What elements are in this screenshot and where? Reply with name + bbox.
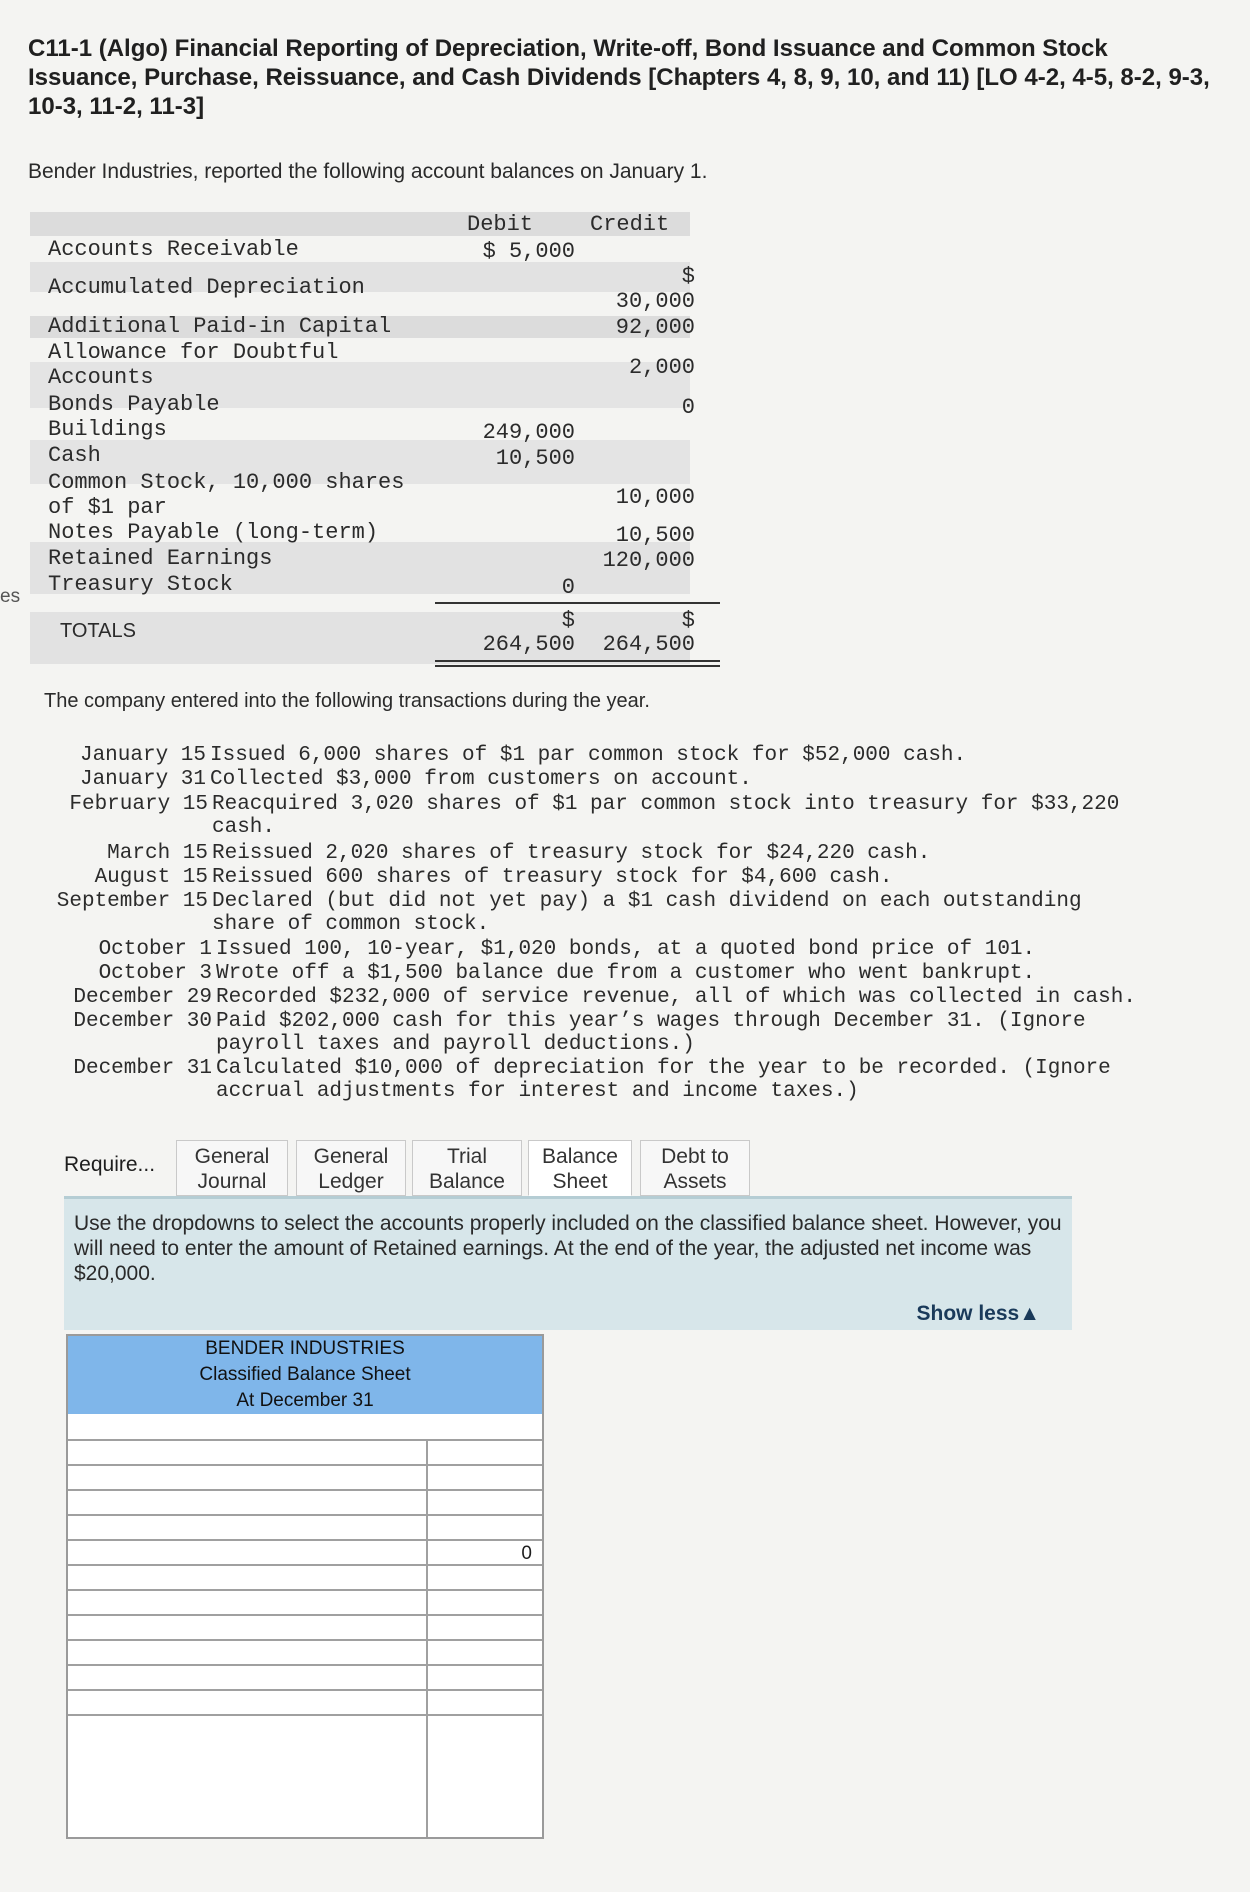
required-tab[interactable]: Require...	[64, 1153, 156, 1176]
tab-label: Journal	[197, 1170, 267, 1193]
form-row[interactable]	[68, 1666, 542, 1691]
tx-date: September 15	[56, 890, 208, 913]
account-dropdown[interactable]	[68, 1441, 428, 1464]
amount-credit: 0	[681, 395, 695, 420]
tx-text: Reacquired 3,020 shares of $1 par common stock into treasury for $33,220	[212, 793, 1120, 816]
double-rule	[435, 660, 720, 662]
tx-date: December 29	[73, 986, 212, 1009]
tab-label: Assets	[663, 1170, 727, 1193]
tx-date: January 31	[79, 768, 206, 791]
tx-text: Collected $3,000 from customers on account.	[210, 768, 752, 791]
tab-balance-sheet[interactable]	[528, 1140, 632, 1196]
account-dropdown[interactable]	[68, 1641, 428, 1664]
amount-credit: 10,000	[615, 485, 695, 510]
form-row[interactable]	[68, 1516, 542, 1541]
tab-label: Ledger	[318, 1170, 384, 1193]
tx-date: February 15	[69, 793, 208, 816]
amount-input[interactable]	[428, 1491, 542, 1514]
account-dropdown[interactable]	[68, 1616, 428, 1639]
amount-input[interactable]	[428, 1566, 542, 1589]
form-row[interactable]	[68, 1591, 542, 1616]
account-name: Accounts Receivable	[48, 237, 299, 262]
tab-trial-balance[interactable]	[412, 1140, 522, 1196]
total-debit: 264,500	[482, 632, 575, 657]
tx-text-cont: accrual adjustments for interest and income taxes.)	[216, 1080, 859, 1103]
statement-date: At December 31	[68, 1388, 542, 1414]
form-row[interactable]	[68, 1716, 542, 1837]
balance-sheet-form	[66, 1334, 544, 1839]
account-name: Cash	[48, 443, 101, 468]
amount-debit: 10,500	[495, 446, 575, 471]
intro-text: Bender Industries, reported the following account balances on January 1.	[28, 160, 708, 183]
trial-balance-table	[30, 212, 695, 667]
tx-date: October 3	[98, 962, 212, 985]
form-row[interactable]	[68, 1641, 542, 1666]
tx-text: Recorded $232,000 of service revenue, all of which was collected in cash.	[216, 986, 1136, 1009]
tx-date: December 30	[73, 1010, 212, 1033]
totals-label: TOTALS	[60, 620, 136, 642]
amount-debit: 249,000	[482, 420, 575, 445]
amount-debit: 0	[561, 575, 575, 600]
amount-credit: 120,000	[602, 548, 695, 573]
account-dropdown[interactable]	[68, 1591, 428, 1614]
tab-label: General	[313, 1145, 389, 1168]
form-row[interactable]	[68, 1541, 542, 1566]
amount-credit: 30,000	[615, 289, 695, 314]
tx-date: December 31	[73, 1057, 212, 1080]
amount-input[interactable]	[428, 1666, 542, 1689]
form-row[interactable]	[68, 1691, 542, 1716]
tx-text: Wrote off a $1,500 balance due from a customer who went bankrupt.	[216, 962, 1036, 985]
tab-label: Trial	[446, 1145, 488, 1168]
instructions-text: Use the dropdowns to select the accounts properly included on the classified balance sheet. However, you will need to enter the amount of Retained earnings. At the end of the year, the adjusted net income was $20,000.	[74, 1212, 1062, 1285]
account-dropdown[interactable]	[68, 1666, 428, 1689]
amount-input[interactable]	[428, 1691, 542, 1714]
tab-debt-to-assets[interactable]	[640, 1140, 750, 1196]
account-dropdown[interactable]	[68, 1541, 428, 1564]
dollar-sign: $	[561, 608, 575, 633]
account-name: Allowance for Doubtful	[48, 340, 339, 365]
tx-text: Reissued 600 shares of treasury stock for $4,600 cash.	[212, 866, 893, 889]
dollar-sign: $	[681, 608, 695, 633]
show-less-link[interactable]: Show less▲	[916, 1302, 1040, 1325]
account-name: Retained Earnings	[48, 546, 273, 571]
amount-input[interactable]	[428, 1591, 542, 1614]
tx-text: Issued 6,000 shares of $1 par common stock for $52,000 cash.	[210, 744, 967, 767]
amount-input[interactable]	[428, 1716, 542, 1837]
credit-header: Credit	[590, 212, 670, 237]
account-name: of $1 par	[48, 495, 167, 520]
form-row[interactable]	[68, 1466, 542, 1491]
tx-text: Paid $202,000 cash for this year’s wages through December 31. (Ignore	[216, 1010, 1086, 1033]
account-name: Accumulated Depreciation	[48, 275, 365, 300]
form-row[interactable]	[68, 1566, 542, 1591]
form-row[interactable]	[68, 1616, 542, 1641]
tab-label: Debt to	[661, 1145, 729, 1168]
statement-title: Classified Balance Sheet	[68, 1362, 542, 1388]
tx-date: October 1	[98, 938, 212, 961]
amount-credit: 2,000	[628, 355, 695, 380]
amount-input[interactable]	[428, 1616, 542, 1639]
cropped-edge-text: es	[0, 586, 21, 607]
transactions-intro: The company entered into the following transactions during the year.	[44, 690, 650, 712]
tx-text: Declared (but did not yet pay) a $1 cash dividend on each outstanding	[212, 890, 1082, 913]
tx-text: Issued 100, 10-year, $1,020 bonds, at a quoted bond price of 101.	[216, 938, 1036, 961]
account-name: Notes Payable (long-term)	[48, 520, 379, 545]
page-title: C11-1 (Algo) Financial Reporting of Depreciation, Write-off, Bond Issuance and Common Stock Issuance, Purchase, Reissuance, and Cash Dividends [Chapters 4, 8, 9, 10, and 11) [LO 4-2, 4-5, 8-2, 9-3, 10-3, 11-2, 11-3]	[28, 35, 1210, 120]
account-name: Common Stock, 10,000 shares	[48, 470, 405, 495]
tab-label: Balance	[542, 1145, 618, 1168]
tx-text-cont: share of common stock.	[212, 913, 490, 936]
amount-credit: 92,000	[615, 315, 695, 340]
amount-input[interactable]	[428, 1516, 542, 1539]
amount-input[interactable]	[428, 1466, 542, 1489]
account-dropdown[interactable]	[68, 1566, 428, 1589]
account-dropdown[interactable]	[68, 1716, 428, 1837]
instructions-panel	[64, 1196, 1072, 1330]
account-name: Additional Paid-in Capital	[48, 314, 392, 339]
amount-credit: 10,500	[615, 523, 695, 548]
form-row[interactable]	[68, 1416, 542, 1441]
tx-text-cont: payroll taxes and payroll deductions.)	[216, 1033, 695, 1056]
account-name: Bonds Payable	[48, 392, 220, 417]
tab-label: Sheet	[552, 1170, 608, 1193]
tx-text: Reissued 2,020 shares of treasury stock for $24,220 cash.	[212, 842, 931, 865]
company-name: BENDER INDUSTRIES	[68, 1336, 542, 1362]
form-row[interactable]	[68, 1491, 542, 1516]
amount-input[interactable]	[428, 1441, 542, 1464]
tab-general-journal[interactable]	[176, 1140, 288, 1196]
account-dropdown[interactable]	[68, 1466, 428, 1489]
account-name: Treasury Stock	[48, 572, 233, 597]
tx-text-cont: cash.	[212, 816, 276, 839]
double-rule	[435, 665, 720, 667]
form-row[interactable]	[68, 1441, 542, 1466]
tx-text: Calculated $10,000 of depreciation for the year to be recorded. (Ignore	[216, 1057, 1111, 1080]
tx-date: January 15	[79, 744, 206, 767]
account-name: Accounts	[48, 365, 154, 390]
total-credit: 264,500	[602, 632, 695, 657]
tx-date: March 15	[107, 842, 208, 865]
subtotal-rule	[435, 602, 720, 604]
amount-input[interactable]: 0	[521, 1543, 532, 1564]
account-name: Buildings	[48, 417, 167, 442]
amount-input[interactable]	[428, 1641, 542, 1664]
account-dropdown[interactable]	[68, 1491, 428, 1514]
tab-general-ledger[interactable]	[296, 1140, 406, 1196]
tab-label: General	[194, 1145, 270, 1168]
tab-label: Balance	[429, 1170, 505, 1193]
amount-debit: $ 5,000	[482, 239, 575, 264]
debit-header: Debit	[467, 212, 534, 237]
account-dropdown[interactable]	[68, 1691, 428, 1714]
tx-date: August 15	[94, 866, 208, 889]
dollar-sign: $	[681, 264, 695, 289]
account-dropdown[interactable]	[68, 1516, 428, 1539]
